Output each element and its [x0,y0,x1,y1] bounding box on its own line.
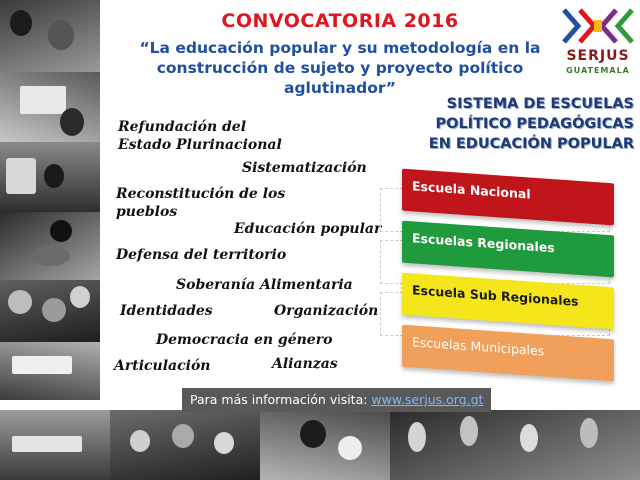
theme-item: Democracia en género [156,332,333,348]
serjus-logo [558,6,638,80]
crowd-street-photo [110,410,260,480]
tier-label: Escuela Sub Regionales [412,282,579,309]
gathering-photo [0,342,100,400]
theme-item: Educación popular [234,221,382,237]
system-title: SISTEMA DE ESCUELAS POLÍTICO PEDAGÓGICAS EN EDUCACIÓN POPULAR [428,96,634,152]
info-banner [182,388,491,412]
bottom-photo-collage [0,410,640,480]
theme-item: Articulación [114,358,211,374]
theme-item: Alianzas [272,356,338,372]
theme-item: Defensa del territorio [116,247,287,263]
raised-hands-photo [390,410,640,480]
themes-list [100,110,380,390]
info-prefix: Para más información visita: [190,392,372,407]
tier-label: Escuelas Regionales [412,230,555,256]
speaker-photo [260,410,390,480]
tier-label: Escuelas Municipales [412,334,545,359]
tier-label: Escuela Nacional [412,178,531,202]
subtitle-line: construcción de sujeto y proyecto político [156,59,524,77]
march-photo [0,142,100,212]
page-title: CONVOCATORIA 2016 [221,10,459,32]
subtitle-line: aglutinador” [284,79,396,97]
website-link[interactable]: www.serjus.org.gt [371,392,484,407]
theme-item: Sistematización [242,160,367,176]
theme-item: Refundación del Estado Plurinacional [118,119,282,153]
left-photo-collage [0,0,100,400]
theme-item: Reconstitución de los pueblos [116,186,286,220]
subtitle-line: “La educación popular y su metodología en la [139,39,541,57]
logo-country: GUATEMALA [566,66,630,75]
logo-name: SERJUS [566,48,630,64]
musician-photo [0,212,100,280]
theme-item: Soberanía Alimentaria [176,277,353,293]
theme-item: Identidades [120,303,213,319]
protest-sign-photo [0,72,100,142]
call-subtitle [108,38,572,98]
crowd-photo [0,280,100,342]
woven-pattern-icon [558,6,638,50]
protest-photo [0,0,100,72]
banner-march-photo [0,410,110,480]
school-tiers [380,170,640,380]
theme-item: Organización [274,303,379,319]
